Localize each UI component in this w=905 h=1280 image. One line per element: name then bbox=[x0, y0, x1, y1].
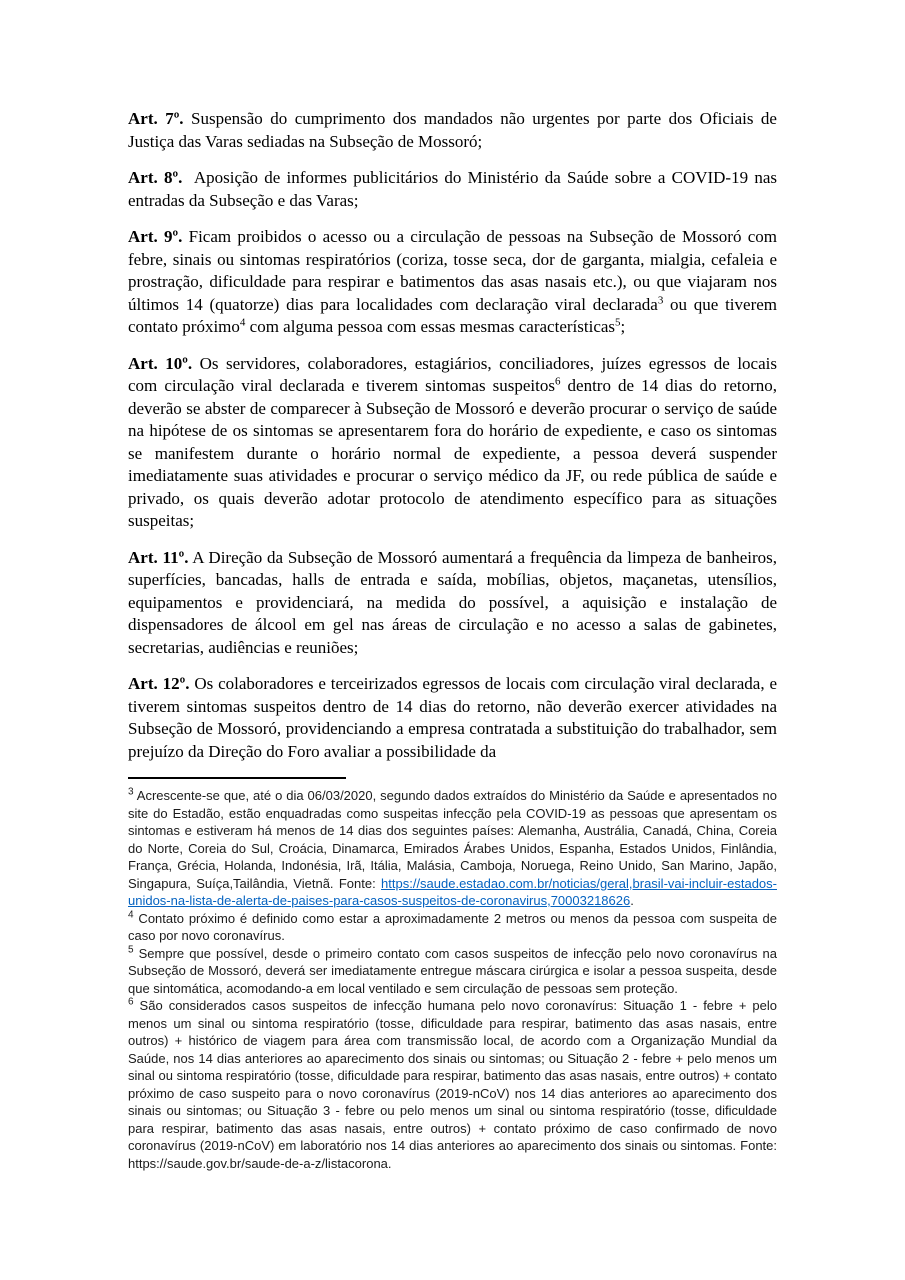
text-run: Contato próximo é definido como estar a aproximadamente 2 metros ou menos da pessoa com suspeita de caso por novo coronavírus. bbox=[128, 910, 777, 943]
text-run: Sempre que possível, desde o primeiro contato com casos suspeitos de infecção pelo novo coronavírus na Subseção de Mossoró, deverá ser imediatamente entregue máscara cirúrgica e isolar a pessoa suspeita, desde que sintomática, acomodando-a em local ventilado e sem circulação de pessoas sem proteção. bbox=[128, 945, 777, 996]
text-run: ou que tiverem contato próximo bbox=[128, 294, 777, 336]
footnote-marker: 6 bbox=[128, 996, 134, 1008]
paragraph-art-10 bbox=[128, 353, 777, 533]
paragraph-art-7 bbox=[128, 108, 777, 153]
text-run: Art. 8º. bbox=[128, 168, 183, 187]
text-run: A Direção da Subseção de Mossoró aumentará a frequência da limpeza de banheiros, superfícies, bancadas, halls de entrada e saída, mobílias, objetos, maçanetas, utensílios, equipamentos e providenciará, na medida do possível, a aquisição e instalação de dispensadores de álcool em gel nas áreas de circulação e no acesso a salas de gabinetes, secretarias, audiências e reuniões; bbox=[128, 547, 777, 657]
footnote-link[interactable]: https://saude.estadao.com.br/noticias/geral,brasil-vai-incluir-estados-unidos-na-lista-de-alerta-de-paises-para-casos-suspeitos-de-coronavirus,70003218626 bbox=[128, 875, 777, 908]
paragraph-art-8 bbox=[128, 167, 777, 212]
footnotes bbox=[128, 787, 777, 1172]
document-body bbox=[128, 108, 777, 763]
footnote-reference-mark: 5 bbox=[615, 316, 621, 329]
footnote-marker: 3 bbox=[128, 786, 134, 798]
text-run: Art. 11º. bbox=[128, 547, 189, 567]
text-run: Art. 10º. bbox=[128, 353, 193, 373]
text-run: São considerados casos suspeitos de infecção humana pelo novo coronavírus: Situação 1 - febre + pelo menos um sinal ou sintoma respiratório (tosse, dificuldade para respirar, batimento das asas nasais, entre outros) + histórico de viagem para área com transmissão local, de acordo com a Organização Mundial da Saúde, nos 14 dias anteriores ao aparecimento dos sinais ou sintomas; ou Situação 2 - febre + pelo menos um sinal ou sintoma respiratório (tosse, dificuldade para respirar, batimento das asas nasais, entre outros) + contato próximo de caso suspeito para o novo coronavírus (2019-nCoV) nos 14 dias anteriores ao aparecimento dos sinais ou sintomas; ou Situação 3 - febre ou pelo menos um sinal ou sintoma respiratório (tosse, dificuldade para respirar, batimento das asas nasais, entre outros) + contato próximo de caso confirmado de novo coronavírus (2019-nCoV) em laboratório nos 14 dias anteriores ao aparecimento dos sinais ou sintomas. Fonte: https://saude.gov.br/saude-de-a-z/listacorona. bbox=[128, 998, 777, 1171]
footnote-reference-mark: 4 bbox=[239, 316, 246, 329]
paragraph-art-9 bbox=[128, 226, 777, 339]
text-run: Art. 9º. bbox=[128, 227, 183, 246]
text-run: . bbox=[630, 893, 634, 908]
paragraph-art-12 bbox=[128, 673, 777, 763]
text-run: Aposição de informes publicitários do Ministério da Saúde sobre a COVID-19 nas entradas da Subseção e das Varas; bbox=[128, 168, 777, 210]
text-run: com alguma pessoa com essas mesmas características bbox=[245, 317, 616, 336]
footnote-3 bbox=[128, 787, 777, 910]
paragraph-art-11 bbox=[128, 547, 777, 660]
text-run: Art. 7º. bbox=[128, 109, 184, 128]
footnote-reference-mark: 3 bbox=[657, 293, 664, 306]
text-run: Art. 12º. bbox=[128, 674, 190, 693]
text-run: dentro de 14 dias do retorno, deverão se abster de comparecer à Subseção de Mossoró e deverão procurar o serviço de saúde na hipótese de os sintomas se apresentarem fora do horário de expediente, e caso os sintomas se manifestem durante o horário normal de expediente, a pessoa deverá suspender imediatamente suas atividades e procurar o serviço médico da JF, ou rede pública de saúde e privado, os quais deverão adotar protocolo de atendimento específico para as situações suspeitas; bbox=[128, 376, 777, 530]
footnote-marker: 5 bbox=[128, 944, 134, 956]
text-run: Suspensão do cumprimento dos mandados não urgentes por parte dos Oficiais de Justiça das Varas sediadas na Subseção de Mossoró; bbox=[128, 109, 777, 151]
text-run: ; bbox=[620, 317, 626, 336]
footnote-5 bbox=[128, 945, 777, 998]
text-run: Acrescente-se que, até o dia 06/03/2020, segundo dados extraídos do Ministério da Saúde e apresentados no site do Estadão, estão enquadradas como suspeitas infecção pela COVID-19 as pessoas que apresentam os sintomas e estiveram há menos de 14 dias dos seguintes países: Alemanha, Austrália, Canadá, China, Coreia do Norte, Coreia do Sul, Croácia, Dinamarca, Emirados Árabes Unidos, Espanha, Estados Unidos, Finlândia, França, Grécia, Holanda, Indonésia, Irã, Itália, Malásia, Camboja, Noruega, Reino Unido, San Marino, Japão, Singapura, Suíça,Tailândia, Vietnã. Fonte: bbox=[128, 788, 777, 891]
footnote-6 bbox=[128, 997, 777, 1172]
text-run: Os colaboradores e terceirizados egressos de locais com circulação viral declarada, e tiverem sintomas suspeitos dentro de 14 dias do retorno, não deverão exercer atividades na Subseção de Mossoró, providenciando a empresa contratada a substituição do trabalhador, sem prejuízo da Direção do Foro avaliar a possibilidade da bbox=[128, 674, 777, 761]
footnote-marker: 4 bbox=[128, 909, 134, 921]
text-run: Os servidores, colaboradores, estagiários, conciliadores, juízes egressos de locais com circulação viral declarada e tiverem sintomas suspeitos bbox=[128, 353, 777, 395]
footnote-separator bbox=[128, 777, 346, 779]
footnote-reference-mark: 6 bbox=[554, 375, 561, 388]
text-run: Ficam proibidos o acesso ou a circulação de pessoas na Subseção de Mossoró com febre, sinais ou sintomas respiratórios (coriza, tosse seca, dor de garganta, mialgia, cefaleia e prostração, dificuldade para respirar e batimentos das asas nasais etc.), ou que viajaram nos últimos 14 (quatorze) dias para localidades com declaração viral declarada bbox=[128, 227, 777, 314]
footnote-4 bbox=[128, 910, 777, 945]
